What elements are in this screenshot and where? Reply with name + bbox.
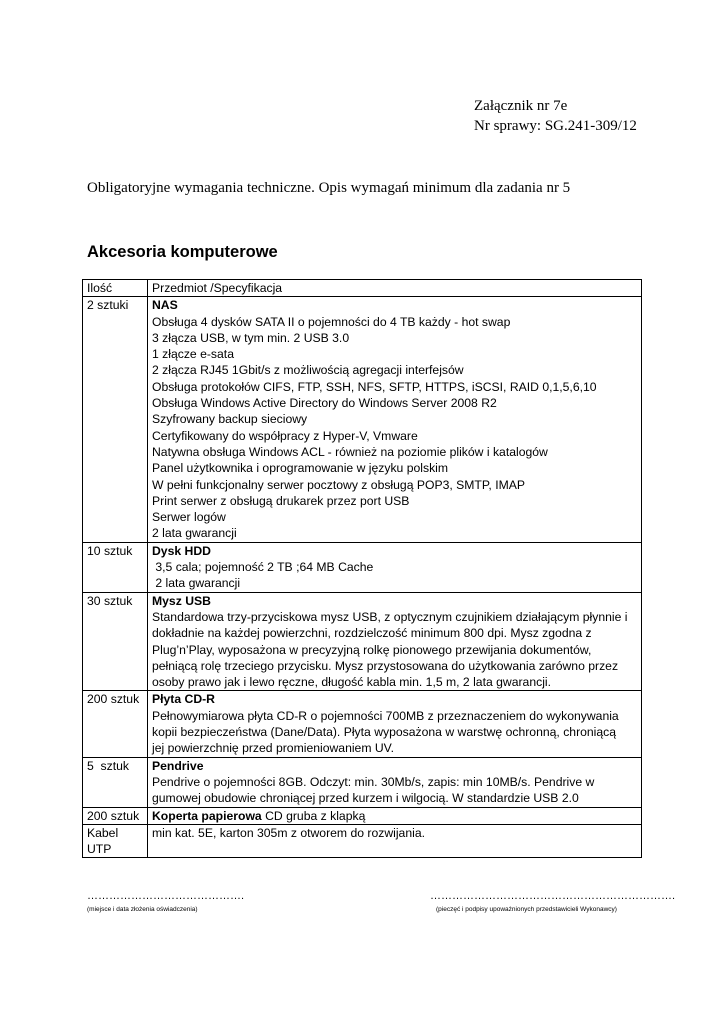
row-spec xyxy=(148,824,642,858)
row-qty: 30 sztuk xyxy=(83,592,148,691)
qty-line: Kabel xyxy=(87,825,119,840)
case-number: Nr sprawy: SG.241-309/12 xyxy=(474,118,637,134)
spec-line: 2 złącza RJ45 1Gbit/s z możliwością agregacji interfejsów xyxy=(152,363,464,378)
row-title: Płyta CD-R xyxy=(152,692,215,707)
spec-line: Pendrive o pojemności 8GB. Odczyt: min. 30Mb/s, zapis: min 10MB/s. Pendrive w xyxy=(152,774,595,789)
row-qty: 200 sztuk xyxy=(83,691,148,757)
row-title: Dysk HDD xyxy=(152,543,211,558)
spec-line: 1 złącze e-sata xyxy=(152,347,234,362)
spec-line: Panel użytkownika i oprogramowanie w języku polskim xyxy=(152,461,449,476)
spec-line: Print serwer z obsługą drukarek przez port USB xyxy=(152,493,410,508)
row-title: Pendrive xyxy=(152,758,204,773)
row-qty: 2 sztuki xyxy=(83,297,148,542)
spec-line: 3 złącza USB, w tym min. 2 USB 3.0 xyxy=(152,330,350,345)
spec-line: pełniącą rolę trzeciego przycisku. Mysz przystosowana do użytkowania zarówno przez xyxy=(152,658,619,673)
row-title: Mysz USB xyxy=(152,593,211,608)
section-title: Akcesoria komputerowe xyxy=(87,243,278,261)
place-date-signature-line: ……………………………………. xyxy=(87,890,245,902)
spec-line: CD gruba z klapką xyxy=(261,808,366,823)
spec-line: osoby prawo jak i lewo ręczne, długość kabla min. 1,5 m, 2 lata gwarancji. xyxy=(152,675,551,690)
table-row xyxy=(83,592,642,691)
table-row xyxy=(83,297,642,542)
spec-line: dokładnie na każdej powierzchni, rozdzielczość minimum 800 dpi. Mysz zgodna z xyxy=(152,626,592,641)
row-spec xyxy=(148,542,642,592)
intro-text: Obligatoryjne wymagania techniczne. Opis wymagań minimum dla zadania nr 5 xyxy=(87,180,571,196)
row-spec xyxy=(148,691,642,757)
spec-line: 3,5 cala; pojemność 2 TB ;64 MB Cache xyxy=(152,560,374,575)
spec-line: Certyfikowany do współpracy z Hyper-V, Vmware xyxy=(152,428,418,443)
spec-line: kopii bezpieczeństwa (Dane/Data). Płyta wyposażona w warstwę ochronną, chroniącą xyxy=(152,725,617,740)
qty-header: Ilość xyxy=(83,280,148,297)
row-qty xyxy=(83,824,148,858)
row-spec xyxy=(148,297,642,542)
place-date-caption: (miejsce i data złożenia oświadczenia) xyxy=(87,906,198,913)
spec-line: Obsługa protokołów CIFS, FTP, SSH, NFS, SFTP, HTTPS, iSCSI, RAID 0,1,5,6,10 xyxy=(152,379,597,394)
qty-line: UTP xyxy=(87,842,112,857)
row-qty: 200 sztuk xyxy=(83,807,148,824)
spec-line: Natywna obsługa Windows ACL - również na poziomie plików i katalogów xyxy=(152,444,548,459)
row-qty: 10 sztuk xyxy=(83,542,148,592)
spec-line: 2 lata gwarancji xyxy=(152,576,241,591)
spec-line: W pełni funkcjonalny serwer pocztowy z obsługą POP3, SMTP, IMAP xyxy=(152,477,526,492)
item-header: Przedmiot /Specyfikacja xyxy=(148,280,642,297)
row-spec xyxy=(148,807,642,824)
spec-table xyxy=(82,279,642,858)
table-row xyxy=(83,824,642,858)
table-row xyxy=(83,691,642,757)
row-qty: 5 sztuk xyxy=(83,757,148,807)
spec-line: Obsługa 4 dysków SATA II o pojemności do 4 TB każdy - hot swap xyxy=(152,314,511,329)
contractor-signature-caption: (pieczęć i podpisy upoważnionych przedstawicieli Wykonawcy) xyxy=(436,906,617,913)
spec-line: Serwer logów xyxy=(152,510,226,525)
row-title: NAS xyxy=(152,298,178,313)
table-row xyxy=(83,807,642,824)
table-header-row xyxy=(83,280,642,297)
spec-line: Plug’n’Play, wyposażona w precyzyjną rolkę pionowego przewijania dokumentów, xyxy=(152,642,592,657)
spec-line: min kat. 5E, karton 305m z otworem do rozwijania. xyxy=(152,825,425,840)
attachment-header xyxy=(474,96,637,136)
spec-line: 2 lata gwarancji xyxy=(152,526,237,541)
spec-line: gumowej obudowie chroniącej przed kurzem i wilgocią. W standardzie USB 2.0 xyxy=(152,791,579,806)
spec-line: Obsługa Windows Active Directory do Windows Server 2008 R2 xyxy=(152,396,497,411)
row-spec xyxy=(148,757,642,807)
spec-line: Standardowa trzy-przyciskowa mysz USB, z optycznym czujnikiem działającym płynnie i xyxy=(152,609,628,624)
spec-line: Szyfrowany backup sieciowy xyxy=(152,412,308,427)
row-title: Koperta papierowa xyxy=(152,808,262,823)
attachment-label: Załącznik nr 7e xyxy=(474,98,568,114)
row-spec xyxy=(148,592,642,691)
table-row xyxy=(83,757,642,807)
contractor-signature-line: …………………………………………………………. xyxy=(430,890,676,902)
spec-line: jej powierzchnię przed promieniowaniem UV. xyxy=(152,741,395,756)
spec-line: Pełnowymiarowa płyta CD-R o pojemności 700MB z przeznaczeniem do wykonywania xyxy=(152,708,619,723)
table-row xyxy=(83,542,642,592)
